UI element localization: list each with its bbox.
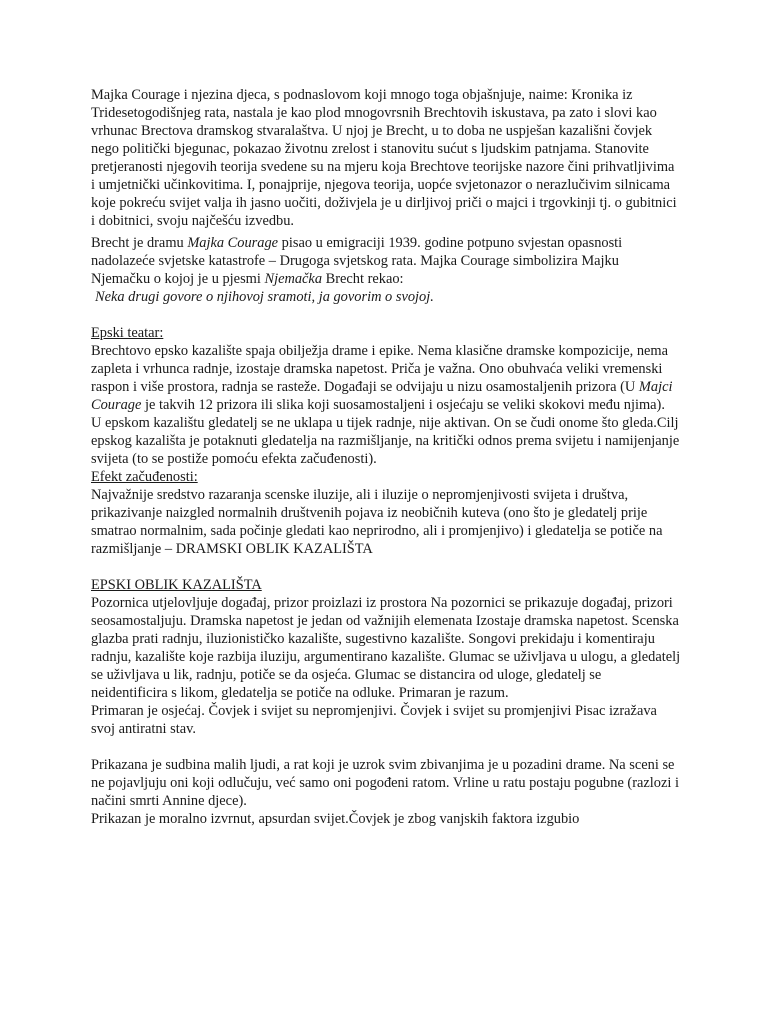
epic-form-paragraph: Pozornica utjelovljuje događaj, prizor proizlazi iz prostora Na pozornici se prikazuje događaj, prizori seosamostaljuju. Dramska napetost je jedan od važnijih elemenata Izostaje dramska napetost. Scenska glazba prati radnju, iluzionističko kazalište, sugestivno kazalište. Songovi prekidaju i komentiraju radnju, kazalište koje razbija iluziju, argumentirano kazalište. Glumac se uživljava u ulogu, a gledatelj se uživljava u lik, radnju, potiče se da osjeća. Glumac se distancira od uloge, gledatelj se neidentificira s likom, gledatelja se potiče na odluke. Primaran je razum. — [91, 595, 681, 701]
poem-quote: Neka drugi govore o njihovoj sramoti, ja govorim o svojoj. — [95, 289, 434, 305]
epic-theatre-paragraph: Brechtovo epsko kazalište spaja obilježja drame i epike. Nema klasične dramske kompozicije, nema zapleta i vrhunca radnje, izostaje dramska napetost. Priča je važna. Ono obuhvaća veliki vremenski raspon i više prostora, radnja se rasteže. Događaji se odvijaju u nizu osamostaljenih prizora (U Majci Courage je takvih 12 prizora ili slika koji suosamostaljeni i osjećaju se veliki skokovi među njima). — [91, 343, 673, 413]
heading-efekt-zacudenosti: Efekt začuđenosti: — [91, 469, 198, 485]
emigration-paragraph: Brecht je dramu Majka Courage pisao u emigraciji 1939. godine potpuno svjestan opasnosti nadolazeće svjetske katastrofe – Drugoga svjetskog rata. Majka Courage simbolizira Majku Njemačku o kojoj je u pjesmi Njemačka Brecht rekao: — [91, 235, 623, 287]
document-page — [91, 86, 681, 828]
intro-paragraph: Majka Courage i njezina djeca, s podnaslovom koji mnogo toga objašnjuje, naime: Kronika iz Tridesetogodišnjeg rata, nastala je kao plod mnogovrsnih Brechtovih iskustava, pa zato i slovi kao vrhunac Brectova dramskog stvaralaštva. U njoj je Brecht, u to doba ne uspješan kazališni čovjek nego politički bjegunac, pokazao životnu zrelost i stanovitu sućut s ljudskim patnjama. Stanovite pretjeranosti njegovih teorija svedene su na mjeru koja Brechtove teorijske nazore čini prihvatljivima i umjetnički učinkovitima. I, ponajprije, njegova teorija, uopće svjetonazor o nerazlučivim silnicama koje pokreću svijet valja ih jasno uočiti, doživjela je u dirljivoj priči o majci i trgovkinji tj. o gubitnici i dobitnici, svoju najčešću izvedbu. — [91, 87, 677, 229]
absurd-world-paragraph: Prikazan je moralno izvrnut, apsurdan svijet.Čovjek je zbog vanjskih faktora izgubio — [91, 811, 580, 827]
spectator-paragraph: U epskom kazalištu gledatelj se ne uklapa u tijek radnje, nije aktivan. On se čudi onome što gleda.Cilj epskog kazališta je potaknuti gledatelja na razmišljanje, na kritički odnos prema svijetu i namijenjanje svijeta (to se postiže pomoću efekta začuđenosti). — [91, 415, 680, 467]
heading-epski-oblik: EPSKI OBLIK KAZALIŠTA — [91, 577, 262, 593]
feeling-paragraph: Primaran je osjećaj. Čovjek i svijet su nepromjenjivi. Čovjek i svijet su promjenjivi Pisac izražava svoj antiratni stav. — [91, 703, 657, 737]
alienation-paragraph: Najvažnije sredstvo razaranja scenske iluzije, ali i iluzije o nepromjenjivosti svijeta i društva, prikazivanje naizgled normalnih društvenih pojava iz neobičnih kuteva (ono što je gledatelj prije smatrao normalnim, sada počinje gledati kao neprirodno, ali i promjenjivo) i gledatelja se potiče na razmišljanje – DRAMSKI OBLIK KAZALIŠTA — [91, 487, 663, 557]
heading-epski-teatar: Epski teatar: — [91, 325, 164, 341]
small-people-paragraph: Prikazana je sudbina malih ljudi, a rat koji je uzrok svim zbivanjima je u pozadini drame. Na sceni se ne pojavljuju oni koji odlučuju, već samo oni pogođeni ratom. Vrline u ratu postaju pogubne (razlozi i načini smrti Annine djece). — [91, 757, 679, 809]
